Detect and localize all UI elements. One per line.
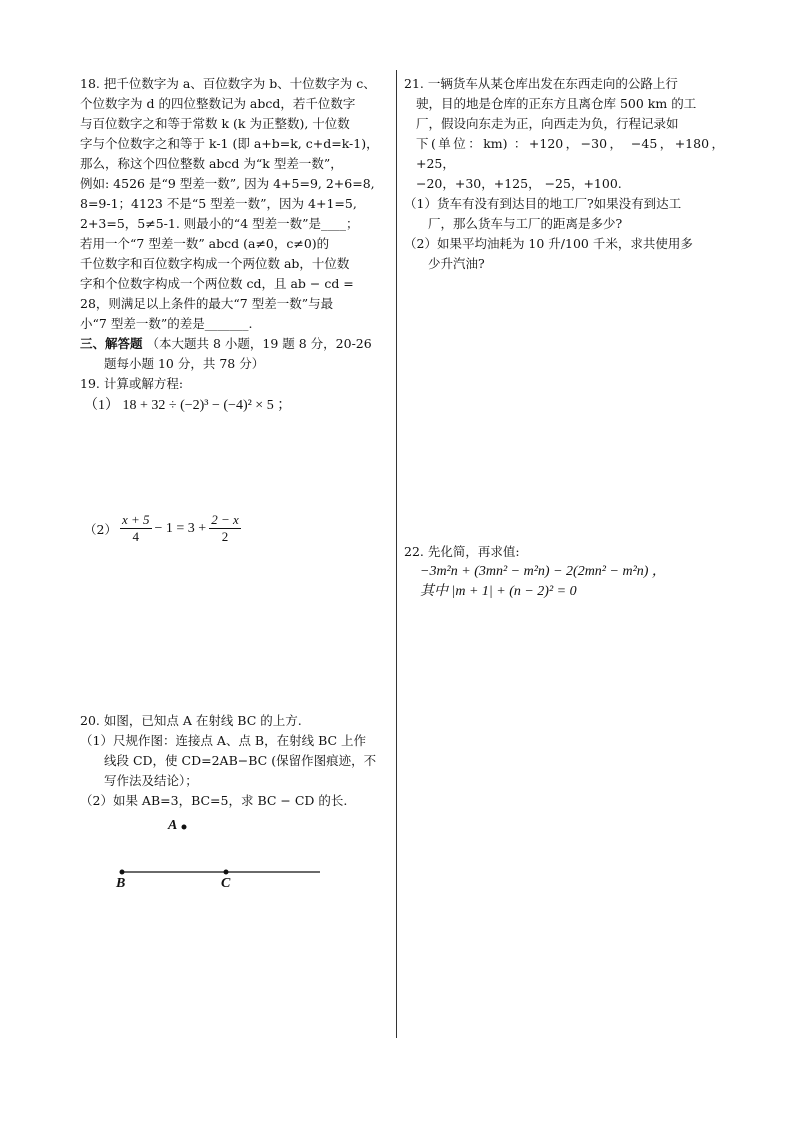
question-20 [80, 711, 388, 811]
label-a: A [168, 818, 178, 833]
q18-line: 千位数字和百位数字构成一个两位数 ab，十位数 [80, 256, 350, 271]
q19-title: 19. 计算或解方程: [80, 376, 184, 391]
question-18 [80, 74, 388, 334]
q22-condition: 其中 |m + 1| + (n − 2)² = 0 [420, 584, 577, 599]
denominator: 2 [221, 529, 229, 544]
numerator: 2 − x [211, 512, 239, 527]
q18-line: 18. 把千位数字为 a、百位数字为 b、十位数字为 c、 [80, 76, 376, 91]
equation-middle: − 1 = 3 + [154, 520, 207, 536]
q21-line: −20，+30，+125， −25，+100. [416, 176, 622, 191]
q21-part-1: （1）货车有没有到达目的地工厂?如果没有到达工 [404, 196, 682, 211]
q18-line: 小“7 型差一数”的差是_______. [80, 316, 253, 331]
q21-line: 下(单位：km) ：+120，−30， −45，+180， +25， [416, 136, 724, 171]
q18-line: 个位数字为 d 的四位整数记为 abcd，若千位数字 [80, 96, 356, 111]
q18-line: 那么，称这个四位整数 abcd 为“k 型差一数”， [80, 156, 343, 171]
q18-line: 若用一个“7 型差一数” abcd (a≠0，c≠0)的 [80, 236, 330, 251]
section-3-header [80, 334, 388, 374]
column-divider [396, 70, 397, 1038]
q18-line: 2+3=5，5≠5-1. 则最小的“4 型差一数”是____； [80, 216, 359, 231]
left-column [80, 74, 388, 811]
q22-title: 22. 先化简，再求值: [404, 544, 520, 559]
q19-part-1: （1） 18 + 32 ÷ (−2)³ − (−4)² × 5 ； [84, 398, 292, 413]
q20-part-2: （2）如果 AB=3，BC=5，求 BC − CD 的长. [80, 793, 348, 808]
point-c [224, 870, 229, 875]
point-b [120, 870, 125, 875]
fraction [209, 512, 241, 545]
label-c: C [221, 876, 231, 891]
q20-part-1-cont: 写作法及结论）； [104, 773, 198, 788]
q19-part-2-label: （2） [84, 521, 117, 537]
q21-part-2: （2）如果平均油耗为 10 升/100 千米，求共使用多 [404, 236, 693, 251]
point-a [182, 825, 187, 830]
numerator: x + 5 [121, 512, 150, 527]
q18-line: 字和个位数字构成一个两位数 cd，且 ab − cd = [80, 276, 354, 291]
section-desc-2: 题每小题 10 分，共 78 分） [104, 356, 265, 371]
geometry-figure [80, 805, 360, 905]
q18-line: 例如: 4526 是“9 型差一数”, 因为 4+5=9, 2+6=8, [80, 176, 375, 191]
question-22 [404, 542, 724, 602]
right-column [404, 74, 724, 602]
q20-part-1: （1）尺规作图：连接点 A、点 B，在射线 BC 上作 [80, 733, 367, 748]
fraction [120, 512, 152, 545]
q21-part-2-cont: 少升汽油? [428, 256, 485, 271]
q18-line: 8=9-1；4123 不是“5 型差一数”，因为 4+1=5, [80, 196, 357, 211]
q18-line: 28，则满足以上条件的最大“7 型差一数”与最 [80, 296, 334, 311]
q19-part-2 [80, 512, 388, 545]
question-19 [80, 374, 388, 545]
q21-line: 21. 一辆货车从某仓库出发在东西走向的公路上行 [404, 76, 678, 91]
q21-part-1-cont: 厂，那么货车与工厂的距离是多少? [428, 216, 623, 231]
q20-part-1-cont: 线段 CD，使 CD=2AB−BC (保留作图痕迹，不 [104, 753, 377, 768]
section-desc: （本大题共 8 小题，19 题 8 分，20-26 [146, 336, 372, 351]
q18-line: 字与个位数字之和等于 k-1 (即 a+b=k, c+d=k-1)， [80, 136, 379, 151]
denominator: 4 [132, 529, 139, 544]
q21-line: 厂，假设向东走为正，向西走为负，行程记录如 [416, 116, 679, 131]
question-21 [404, 74, 724, 274]
q21-line: 驶，目的地是仓库的正东方且离仓库 500 km 的工 [416, 96, 697, 111]
q20-title: 20. 如图，已知点 A 在射线 BC 的上方. [80, 713, 302, 728]
label-b: B [116, 876, 126, 891]
q22-expression: −3m²n + (3mn² − m²n) − 2(2mn² − m²n) ， [420, 564, 666, 579]
q18-line: 与百位数字之和等于常数 k (k 为正整数), 十位数 [80, 116, 350, 131]
section-title: 三、解答题 [80, 336, 143, 351]
